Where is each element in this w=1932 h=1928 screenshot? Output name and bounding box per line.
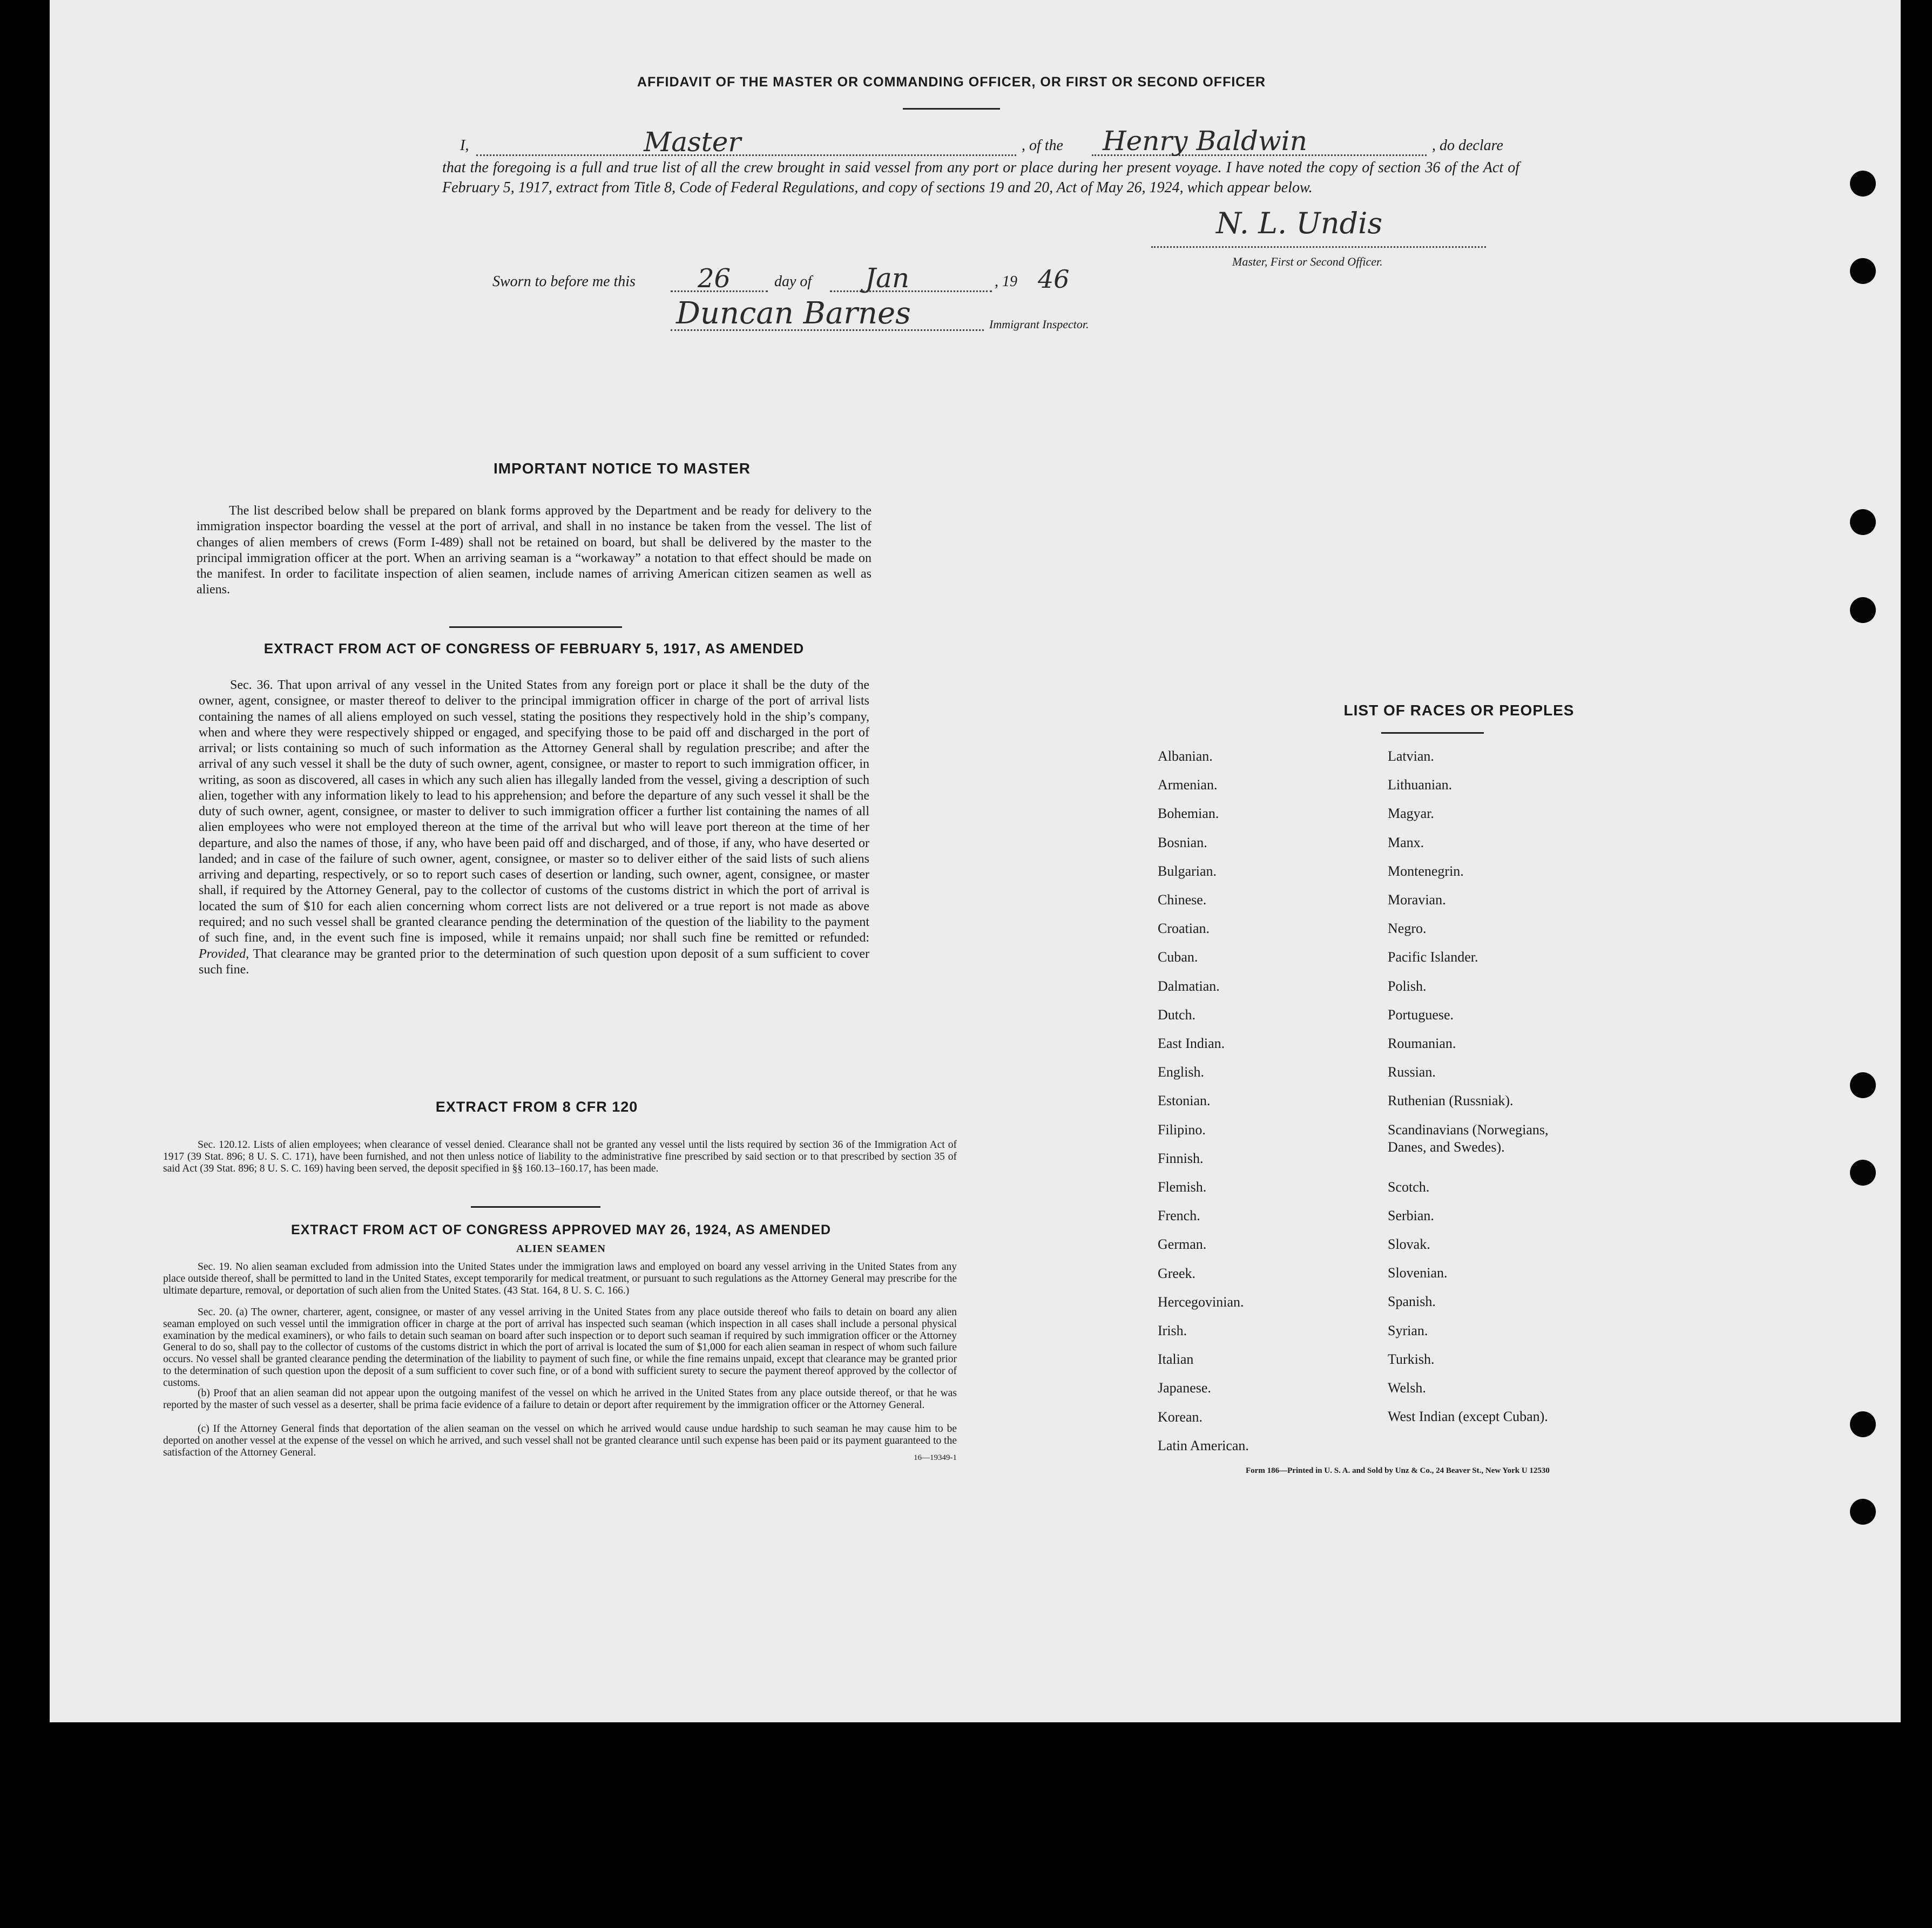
race-item: Moravian. bbox=[1388, 892, 1446, 908]
race-item: German. bbox=[1158, 1236, 1207, 1253]
sworn-day: 26 bbox=[698, 263, 731, 294]
sworn-prefix: Sworn to before me this bbox=[492, 273, 636, 290]
divider bbox=[1381, 732, 1484, 734]
sec-20b-text: (b) Proof that an alien seaman did not appear upon the outgoing manifest of the vessel on which he arrived in the United States from any place outside thereof, or that he was reported by the master of such vessel as a deserter, shall be prima facie evidence of a failure to detain or deport after requirement by the immigration officer or the Attorney General. bbox=[163, 1388, 957, 1411]
race-item: Armenian. bbox=[1158, 777, 1218, 793]
race-item: Japanese. bbox=[1158, 1380, 1211, 1396]
binder-hole bbox=[1850, 1160, 1876, 1186]
race-item: Russian. bbox=[1388, 1064, 1436, 1080]
race-item: Ruthenian (Russniak). bbox=[1388, 1093, 1514, 1109]
race-item: Welsh. bbox=[1388, 1380, 1426, 1396]
affidavit-body: that the foregoing is a full and true list of all the crew brought in said vessel from any port or place during her present voyage. I have noted the copy of section 36 of the Act of February 5, 1917, extract from Title 8, Code of Federal Regulations, and copy of sections 19 and 20, Act of May 26, 1924, which appear below. bbox=[442, 159, 1519, 197]
race-item: Korean. bbox=[1158, 1409, 1203, 1425]
race-item: Polish. bbox=[1388, 978, 1427, 994]
master-signature: N. L. Undis bbox=[1216, 206, 1383, 240]
race-item: Bohemian. bbox=[1158, 806, 1219, 822]
races-title: LIST OF RACES OR PEOPLES bbox=[1343, 702, 1575, 719]
race-item: Greek. bbox=[1158, 1265, 1196, 1281]
race-item: Manx. bbox=[1388, 834, 1424, 850]
alien-seamen-subtitle: ALIEN SEAMEN bbox=[516, 1243, 606, 1255]
divider bbox=[903, 108, 1000, 110]
race-item: Pacific Islander. bbox=[1388, 949, 1478, 965]
inspector-signature-block bbox=[660, 296, 1189, 344]
race-item: Estonian. bbox=[1158, 1093, 1211, 1109]
sec-36-text-end: That clearance may be granted prior to the determination of such question upon deposit of a sum sufficient to cover such fine. bbox=[199, 946, 869, 977]
race-item: Spanish. bbox=[1388, 1294, 1436, 1310]
month-fill-line bbox=[830, 290, 992, 292]
race-item: Scotch. bbox=[1388, 1179, 1430, 1195]
race-item: Irish. bbox=[1158, 1323, 1187, 1338]
sec-36-text: That upon arrival of any vessel in the United States from any foreign port or place it shall be the duty of the owner, agent, consignee, or master thereof to deliver to the principal immigration officer in charge of the port of arrival lists containing the names of all aliens employed on such vessel, stating the positions they respectively hold in the ship’s company, when and where they were respectively shipped or engaged, and specifying those to be paid off and discharged in the port of arrival; or lists containing so much of such information as the Attorney General shall by regulation prescribe; and after the arrival of any such vessel it shall be the duty of such owner, agent, consignee, or master to report to such immigration officer, in writing, as soon as discovered, all cases in which any such alien has illegally landed from the vessel, giving a description of such alien, together with any information likely to lead to his apprehension; and before the departure of any such vessel it shall be the duty of such owner, agent, consignee, or master to deliver to such immigration officer a further list containing the names of all alien employees who were not employed thereon at the time of the arrival but who will leave port thereon at the time of her departure, and also the names of those, if any, who have been paid off and discharged, and of those, if any, who have deserted or landed; and in case of the failure of such owner, agent, consignee, or master so to deliver either of the said lists of such aliens arriving and departing, respectively, or so to report such cases of desertion or landing, such owner, agent, consignee, or master shall, if required by the Attorney General, pay to the collector of customs of the customs district in which the port of arrival is located the sum of $10 for each alien concerning whom correct lists are not delivered or a true report is not made as above required; and no such vessel shall be granted clearance pending the determination of the question of the liability to the payment of such fine, and, in the event such fine is imposed, while it remains unpaid; nor shall such fine be remitted or refunded: bbox=[199, 678, 869, 945]
sworn-mid: day of bbox=[774, 273, 812, 290]
race-item: Magyar. bbox=[1388, 806, 1434, 822]
binder-hole bbox=[1850, 1411, 1876, 1437]
master-signature-caption: Master, First or Second Officer. bbox=[1232, 255, 1383, 268]
inspector-line bbox=[671, 329, 984, 331]
race-item: Bulgarian. bbox=[1158, 863, 1217, 879]
race-item: Negro. bbox=[1388, 921, 1427, 937]
notice-title: IMPORTANT NOTICE TO MASTER bbox=[493, 460, 751, 477]
sec-19-text: Sec. 19. No alien seaman excluded from admission into the United States under the immigration laws and employed on board any vessel arriving in the United States from any place outside thereof, shall be permitted to land in the United States, except temporarily for medical treatment, or pursuant to such regulations as the Attorney General may prescribe for the ultimate departure, removal, or deportation of such alien from the United States. (43 Stat. 164, 8 U. S. C. 166.) bbox=[163, 1261, 957, 1296]
sec-20a-text: Sec. 20. (a) The owner, charterer, agent, consignee, or master of any vessel arriving in the United States from any place outside thereof who fails to detain on board any alien seaman employed on such vessel until the immigration officer in charge at the port of arrival has inspected such seaman (which inspection in all cases shall include a personal physical examination by the medical examiners), or who fails to detain such seaman on board after such inspection or to deport such seaman if required by such immigration officer or the Attorney General to do so, shall pay to the collector of customs of the customs district in which the port of arrival is located the sum of $1,000 for each alien seaman in respect of whom such failure occurs. No vessel shall be granted clearance pending the determination of the liability to payment of such fine, or while the fine remains unpaid, except that clearance may be granted prior to the determination of such question upon the deposit of a sum sufficient to cover such fine, or of a bond with sufficient surety to secure the payment thereof approved by the collector of customs. bbox=[163, 1307, 957, 1389]
sworn-year: 46 bbox=[1038, 265, 1070, 294]
sec-36-label: Sec. 36. bbox=[230, 678, 273, 692]
race-item: Dutch. bbox=[1158, 1006, 1196, 1023]
extract-1917-body bbox=[199, 678, 869, 978]
race-item: French. bbox=[1158, 1208, 1200, 1224]
race-item: English. bbox=[1158, 1064, 1204, 1080]
race-item: Montenegrin. bbox=[1388, 863, 1464, 879]
race-item: West Indian (except Cuban). bbox=[1388, 1409, 1548, 1425]
master-handwritten: Master bbox=[644, 126, 741, 158]
race-item: Portuguese. bbox=[1388, 1006, 1454, 1023]
sworn-year-prefix: , 19 bbox=[995, 273, 1017, 290]
race-item: Filipino. bbox=[1158, 1121, 1206, 1138]
race-item: Slovak. bbox=[1388, 1236, 1430, 1252]
race-item: Cuban. bbox=[1158, 949, 1198, 965]
race-item: Scandinavians (Norwegians, Danes, and Swedes). bbox=[1388, 1121, 1549, 1155]
declare-suffix: , do declare bbox=[1432, 137, 1503, 154]
master-fill-line bbox=[476, 154, 1016, 156]
binder-hole bbox=[1850, 171, 1876, 197]
extract-1924-title: EXTRACT FROM ACT OF CONGRESS APPROVED MAY 26, 1924, AS AMENDED bbox=[291, 1222, 832, 1237]
sworn-month: Jan bbox=[865, 262, 910, 294]
affidavit-title: AFFIDAVIT OF THE MASTER OR COMMANDING OFFICER, OR FIRST OR SECOND OFFICER bbox=[637, 75, 1266, 90]
race-item: Flemish. bbox=[1158, 1179, 1207, 1195]
race-item: East Indian. bbox=[1158, 1036, 1225, 1051]
signature-line bbox=[1151, 246, 1486, 248]
race-item: Dalmatian. bbox=[1158, 978, 1220, 994]
binder-hole bbox=[1850, 1499, 1876, 1525]
divider bbox=[449, 626, 622, 628]
vessel-handwritten: Henry Baldwin bbox=[1103, 125, 1307, 157]
extract-1917-title: EXTRACT FROM ACT OF CONGRESS OF FEBRUARY 5, 1917, AS AMENDED bbox=[264, 640, 805, 657]
race-item: Latin American. bbox=[1158, 1437, 1249, 1453]
binder-hole bbox=[1850, 1072, 1876, 1098]
sec-20c-text: (c) If the Attorney General finds that deportation of the alien seaman on the vessel on which he arrived would cause undue hardship to such seaman he may cause him to be deported on another vessel at the expense of the vessel on which he arrived, and such vessel shall not be granted clearance until such expense has been paid or its payment guaranteed to the satisfaction of the Attorney General. bbox=[163, 1423, 957, 1458]
race-item: Hercegovinian. bbox=[1158, 1294, 1244, 1310]
document-page bbox=[50, 0, 1901, 1722]
race-item: Serbian. bbox=[1388, 1207, 1434, 1223]
extract-cfr-title: EXTRACT FROM 8 CFR 120 bbox=[435, 1099, 638, 1115]
race-item: Finnish. bbox=[1158, 1150, 1204, 1166]
printer-footer: Form 186—Printed in U. S. A. and Sold by Unz & Co., 24 Beaver St., New York U 12530 bbox=[1246, 1466, 1550, 1475]
race-item: Syrian. bbox=[1388, 1322, 1428, 1338]
race-item: Latvian. bbox=[1388, 748, 1434, 764]
vessel-prefix: , of the bbox=[1022, 137, 1063, 154]
inspector-signature: Duncan Barnes bbox=[676, 296, 911, 331]
race-item: Croatian. bbox=[1158, 921, 1210, 937]
race-item: Slovenian. bbox=[1388, 1265, 1448, 1281]
race-item: Roumanian. bbox=[1388, 1036, 1456, 1051]
race-item: Albanian. bbox=[1158, 748, 1213, 764]
race-item: Chinese. bbox=[1158, 892, 1207, 908]
race-item: Bosnian. bbox=[1158, 834, 1207, 850]
divider bbox=[471, 1206, 600, 1208]
race-item: Lithuanian. bbox=[1388, 777, 1453, 793]
extract-cfr-body: Sec. 120.12. Lists of alien employees; when clearance of vessel denied. Clearance shall not be granted any vessel until the lists required by section 36 of the Immigration Act of 1917 (39 Stat. 896; 8 U. S. C. 171), have been furnished, and not then unless notice of liability to the administrative fine prescribed by said section or to that prescribed by section 35 of said Act (39 Stat. 896; 8 U. S. C. 169) having been served, the deposit specified in §§ 160.13–160.17, has been made. bbox=[163, 1139, 957, 1174]
provided-word: Provided, bbox=[199, 946, 249, 961]
declarant-prefix: I, bbox=[460, 137, 469, 154]
notice-body: The list described below shall be prepared on blank forms approved by the Department and be ready for delivery to the immigration inspector boarding the vessel at the port of arrival, and shall in no instance be taken from the vessel. The list of changes of alien members of crews (Form I-489) shall not be retained on board, but shall be delivered by the master to the principal immigration officer at the port. When an arriving seaman is a “workaway” a notation to that effect should be made on the manifest. In order to facilitate inspection of alien seamen, include names of arriving American citizen seamen as well as aliens. bbox=[197, 504, 872, 597]
form-code: 16—19349-1 bbox=[914, 1453, 957, 1462]
inspector-caption: Immigrant Inspector. bbox=[989, 317, 1089, 331]
binder-hole bbox=[1850, 258, 1876, 284]
race-item: Turkish. bbox=[1388, 1351, 1435, 1367]
binder-hole bbox=[1850, 509, 1876, 535]
binder-hole bbox=[1850, 597, 1876, 623]
race-item: Italian bbox=[1158, 1351, 1194, 1368]
